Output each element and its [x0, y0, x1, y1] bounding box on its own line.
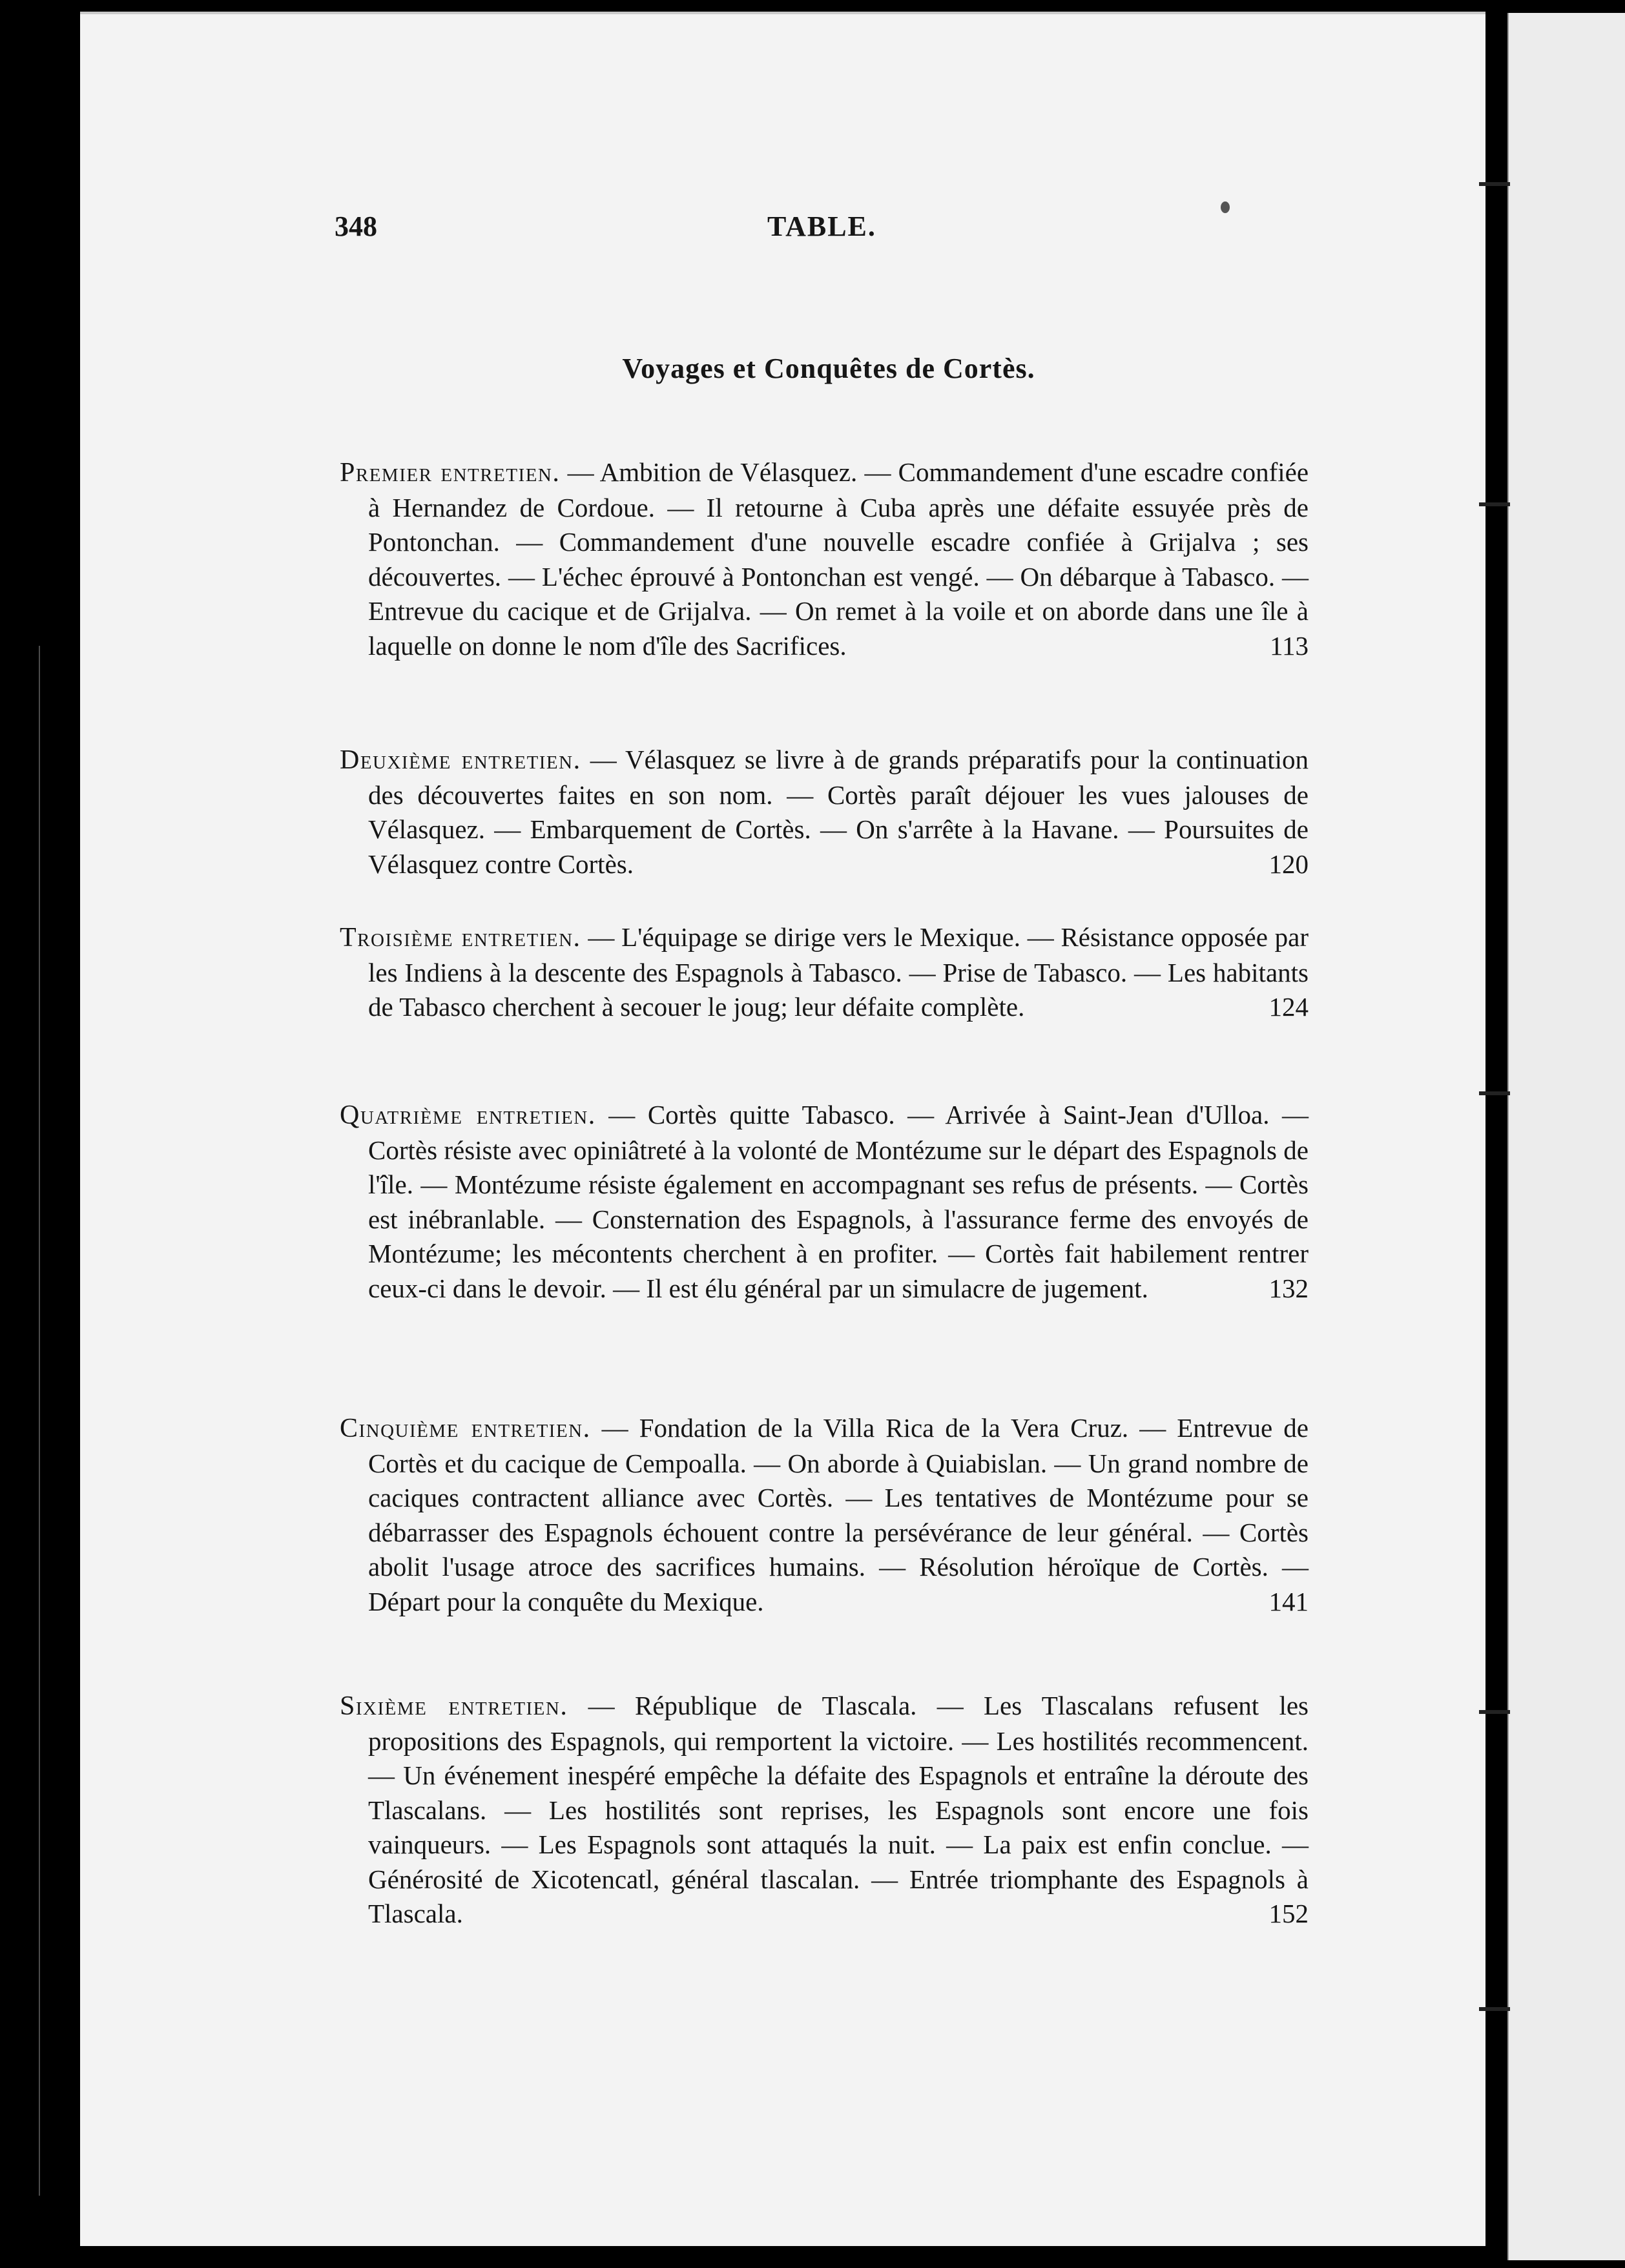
page-edge-shadow	[39, 646, 59, 2196]
running-title: TABLE.	[767, 211, 876, 242]
running-head	[335, 210, 1323, 249]
entry-label: Quatrième entretien.	[340, 1100, 596, 1130]
entry-text: — Cortès quitte Tabasco. — Arrivée à Saint-Jean d'Ulloa. — Cortès résiste avec opiniâtreté à la volonté de Montézume sur le départ des Espagnols de l'île. — Montézume résiste également en accompagnant ses refus de présents. — Cortès est inébranlable. — Consternation des Espagnols, à l'assurance ferme des envoyés de Montézume; les mécontents cherchent à en profiter. — Cortès fait habilement rentrer ceux-ci dans le devoir. — Il est élu général par un simulacre de jugement.	[368, 1100, 1309, 1303]
toc-entry-1[interactable]	[340, 455, 1309, 663]
entry-text: — Fondation de la Villa Rica de la Vera Cruz. — Entrevue de Cortès et du cacique de Cempoalla. — On aborde à Quiabislan. — Un grand nombre de caciques contractent alliance avec Cortès. — Les tentatives de Montézume pour se débarrasser des Espagnols échouent contre la persévérance de leur général. — Cortès abolit l'usage atroce des sacrifices humains. — Résolution héroïque de Cortès. — Départ pour la conquête du Mexique.	[368, 1413, 1309, 1616]
entry-page-number: 124	[1268, 992, 1309, 1022]
toc-entry-6[interactable]	[340, 1689, 1309, 1932]
entry-page-number: 132	[1268, 1273, 1309, 1303]
entry-page-number: 120	[1268, 849, 1309, 879]
entry-label: Troisième entretien.	[340, 923, 581, 953]
binding-marks	[1479, 0, 1511, 2268]
entry-text: — Vélasquez se livre à de grands préparatifs pour la continuation des découvertes faites en son nom. — Cortès paraît déjouer les vues jalouses de Vélasquez. — Embarquement de Cortès. — On s'arrête à la Havane. — Poursuites de Vélasquez contre Cortès.	[368, 745, 1309, 879]
toc-entry-3[interactable]	[340, 920, 1309, 1025]
entry-page-number: 152	[1268, 1899, 1309, 1928]
entry-label: Cinquième entretien.	[340, 1414, 591, 1443]
entry-text: — République de Tlascala. — Les Tlascalans refusent les propositions des Espagnols, qui remportent la victoire. — Les hostilités recommencent. — Un événement inespéré empêche la défaite des Espagnols et entraîne la déroute des Tlascalans. — Les hostilités sont reprises, les Espagnols sont encore une fois vainqueurs. — Les Espagnols sont attaqués la nuit. — La paix est enfin conclue. — Générosité de Xicotencatl, général tlascalan. — Entrée triomphante des Espagnols à Tlascala.	[368, 1691, 1309, 1928]
entry-label: Deuxième entretien.	[340, 745, 581, 775]
entry-text: — L'équipage se dirige vers le Mexique. — Résistance opposée par les Indiens à la descente des Espagnols à Tabasco. — Prise de Tabasco. — Les habitants de Tabasco cherchent à secouer le joug; leur défaite complète.	[368, 922, 1309, 1022]
entry-text: — Ambition de Vélasquez. — Commandement d'une escadre confiée à Hernandez de Cordoue. — Il retourne à Cuba après une défaite essuyée près de Pontonchan. — Commandement d'une nouvelle escadre confiée à Grijalva ; ses découvertes. — L'échec éprouvé à Pontonchan est vengé. — On débarque à Tabasco. — Entrevue du cacique et de Grijalva. — On remet à la voile et on aborde dans une île à laquelle on donne le nom d'île des Sacrifices.	[368, 457, 1309, 661]
entry-page-number: 113	[1270, 630, 1309, 661]
entry-label: Sixième entretien.	[340, 1691, 568, 1721]
entry-page-number: 141	[1268, 1586, 1309, 1616]
page-number: 348	[335, 211, 377, 242]
toc-entry-5[interactable]	[340, 1411, 1309, 1619]
entry-label: Premier entretien.	[340, 458, 561, 488]
section-title: Voyages et Conquêtes de Cortès.	[622, 353, 1035, 384]
facing-page-edge	[1507, 13, 1625, 2260]
toc-entry-2[interactable]	[340, 743, 1309, 881]
toc-entry-4[interactable]	[340, 1098, 1309, 1306]
